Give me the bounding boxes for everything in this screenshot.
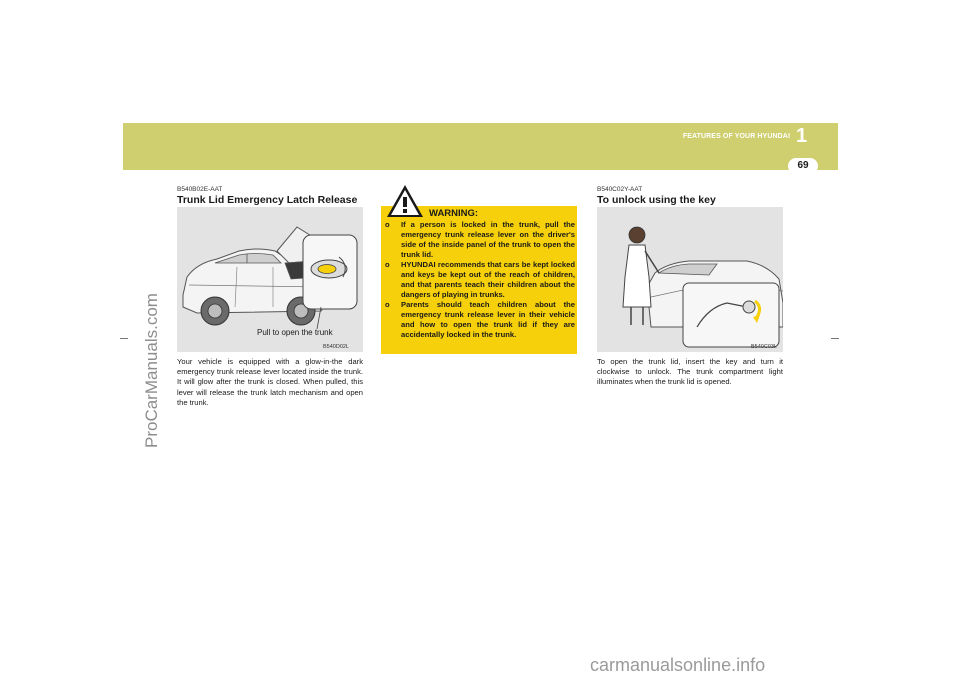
margin-tick-left (120, 338, 128, 339)
chapter-number: 1 (796, 125, 808, 147)
warning-bullet: o (385, 260, 390, 269)
page-number: 69 (788, 158, 818, 174)
body-text-unlock-key: To open the trunk lid, insert the key and turn it clockwise to unlock. The trunk compartment light illuminates when the trunk lid is opened. (597, 357, 783, 387)
person-unlocking-trunk-illustration (597, 207, 783, 352)
figure-code-left: B540D02L (323, 344, 349, 350)
warning-item-text: If a person is locked in the trunk, pull the emergency trunk release lever on the driver's side of the inside panel of the trunk to open the trunk lid. (401, 220, 575, 259)
figure-caption-pull: Pull to open the trunk (257, 328, 333, 337)
figure-trunk-latch (177, 207, 363, 352)
body-text-trunk-latch: Your vehicle is equipped with a glow-in-the dark emergency trunk release lever located inside the trunk. It will glow after the trunk is closed. When pulled, this lever will release the trunk latch mechanism and open the trunk. (177, 357, 363, 407)
chapter-title: FEATURES OF YOUR HYUNDAI (682, 133, 790, 140)
warning-item (385, 260, 575, 300)
warning-list (385, 220, 575, 340)
header-band (123, 123, 838, 170)
side-watermark: ProCarManuals.com (142, 293, 161, 448)
figure-unlock-key (597, 207, 783, 352)
section-code-trunk-latch: B540B02E-AAT (177, 186, 223, 193)
section-code-unlock-key: B540C02Y-AAT (597, 186, 643, 193)
warning-triangle-icon (386, 184, 424, 218)
warning-item-text: Parents should teach children about the emergency trunk release lever in their vehicle and how to open the trunk lid if they are accidentally locked in the trunk. (401, 300, 575, 339)
warning-item (385, 220, 575, 260)
warning-bullet: o (385, 300, 390, 309)
section-title-trunk-latch: Trunk Lid Emergency Latch Release (177, 194, 358, 206)
figure-code-right: B540C03L (751, 344, 777, 350)
warning-item-text: HYUNDAI recommends that cars be kept locked and keys be kept out of the reach of children, and that parents teach their children about the dangers of playing in trunks. (401, 260, 575, 299)
section-title-unlock-key: To unlock using the key (597, 194, 716, 206)
margin-tick-right (831, 338, 839, 339)
warning-bullet: o (385, 220, 390, 229)
warning-item (385, 300, 575, 340)
bottom-watermark: carmanualsonline.info (590, 655, 766, 675)
warning-title: WARNING: (429, 208, 479, 219)
